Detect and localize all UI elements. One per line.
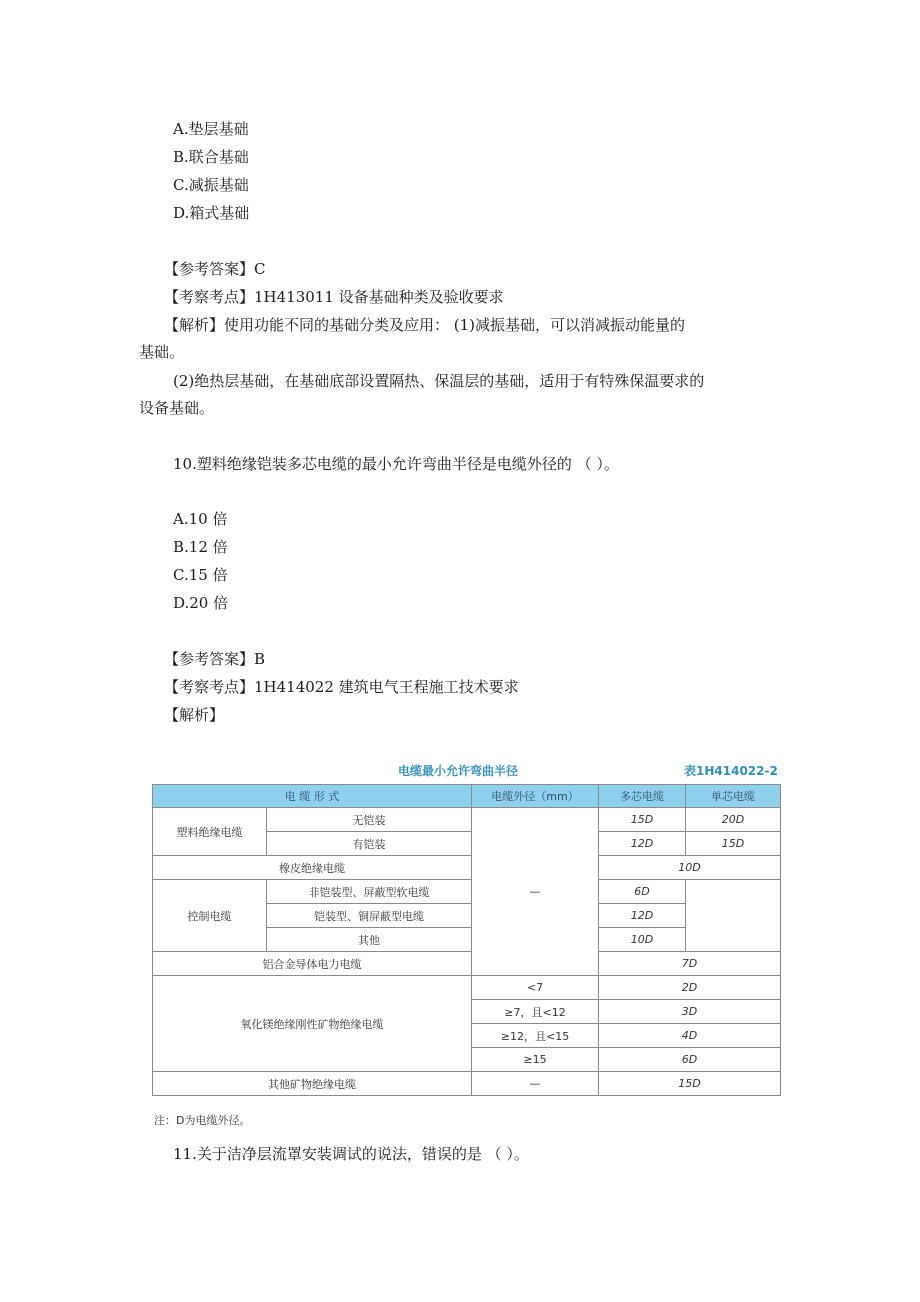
table-cell: 其他 <box>267 928 472 952</box>
table-header: 电 缆 形 式 <box>153 785 472 808</box>
table-cell: ≥12，且<15 <box>472 1024 599 1048</box>
table-cell: 15D <box>599 808 686 832</box>
table-cell: 2D <box>599 976 781 1000</box>
table-cell: 有铠装 <box>267 832 472 856</box>
table-cell: — <box>472 808 599 976</box>
exam-point-line: 【考察考点】1H413011 设备基础种类及验收要求 <box>164 288 504 306</box>
table-header: 电缆外径（mm） <box>472 785 599 808</box>
exam-point-line: 【考察考点】1H414022 建筑电气王程施工技术要求 <box>164 678 519 696</box>
table-cell: 15D <box>686 832 781 856</box>
option-c: C.15 倍 <box>173 566 228 584</box>
answer-line: 【参考答案】C <box>164 260 266 278</box>
question-11-stem: 11.关于洁净层流罩安装调试的说法，错误的是 （ ）。 <box>173 1145 529 1163</box>
analysis-line: 设备基础。 <box>139 399 215 417</box>
table-cell: 铝合金导体电力电缆 <box>153 952 472 976</box>
option-d: D.箱式基础 <box>173 204 250 222</box>
table-cell: 其他矿物绝缘电缆 <box>153 1072 472 1096</box>
table-cell: 4D <box>599 1024 781 1048</box>
analysis-line: 【解析】 <box>164 706 225 724</box>
table-cell: 橡皮绝缘电缆 <box>153 856 472 880</box>
analysis-line: 【解析】使用功能不同的基础分类及应用： (1)减振基础，可以消减振动能量的 <box>164 316 686 334</box>
table-cell <box>686 880 781 952</box>
table-cell: 20D <box>686 808 781 832</box>
table-cell: 铠装型、铜屏蔽型电缆 <box>267 904 472 928</box>
table-cell: 6D <box>599 880 686 904</box>
option-b: B.联合基础 <box>173 148 249 166</box>
table-header: 多芯电缆 <box>599 785 686 808</box>
table-cell: 塑料绝缘电缆 <box>153 808 267 856</box>
table-cell: 10D <box>599 856 781 880</box>
option-a: A.垫层基础 <box>173 120 249 138</box>
analysis-line: (2)绝热层基础，在基础底部设置隔热、保温层的基础，适用于有特殊保温要求的 <box>173 372 705 390</box>
table-cell: 12D <box>599 832 686 856</box>
table-cell: 12D <box>599 904 686 928</box>
bend-radius-table-figure <box>150 760 782 1130</box>
bend-radius-table <box>152 784 781 1096</box>
table-cell: <7 <box>472 976 599 1000</box>
table-cell: 氧化镁绝缘刚性矿物绝缘电缆 <box>153 976 472 1072</box>
option-b: B.12 倍 <box>173 538 228 556</box>
table-cell: 非铠装型、屏蔽型软电缆 <box>267 880 472 904</box>
table-cell: 3D <box>599 1000 781 1024</box>
option-a: A.10 倍 <box>173 510 228 528</box>
table-number: 表1H414022-2 <box>684 764 778 778</box>
question-10-stem: 10.塑料绝缘铠装多芯电缆的最小允许弯曲半径是电缆外径的 （ ）。 <box>173 455 619 473</box>
option-d: D.20 倍 <box>173 594 229 612</box>
table-cell: 7D <box>599 952 781 976</box>
table-cell: 6D <box>599 1048 781 1072</box>
table-header: 单芯电缆 <box>686 785 781 808</box>
table-cell: ≥7，且<12 <box>472 1000 599 1024</box>
table-cell: 无铠装 <box>267 808 472 832</box>
table-cell: 控制电缆 <box>153 880 267 952</box>
analysis-line: 基础。 <box>139 343 185 361</box>
table-cell: ≥15 <box>472 1048 599 1072</box>
answer-line: 【参考答案】B <box>164 650 266 668</box>
option-c: C.减振基础 <box>173 176 249 194</box>
table-cell: 15D <box>599 1072 781 1096</box>
table-title: 电缆最小允许弯曲半径 <box>398 764 519 778</box>
table-note: 注：D为电缆外径。 <box>154 1114 251 1127</box>
table-cell: — <box>472 1072 599 1096</box>
table-cell: 10D <box>599 928 686 952</box>
